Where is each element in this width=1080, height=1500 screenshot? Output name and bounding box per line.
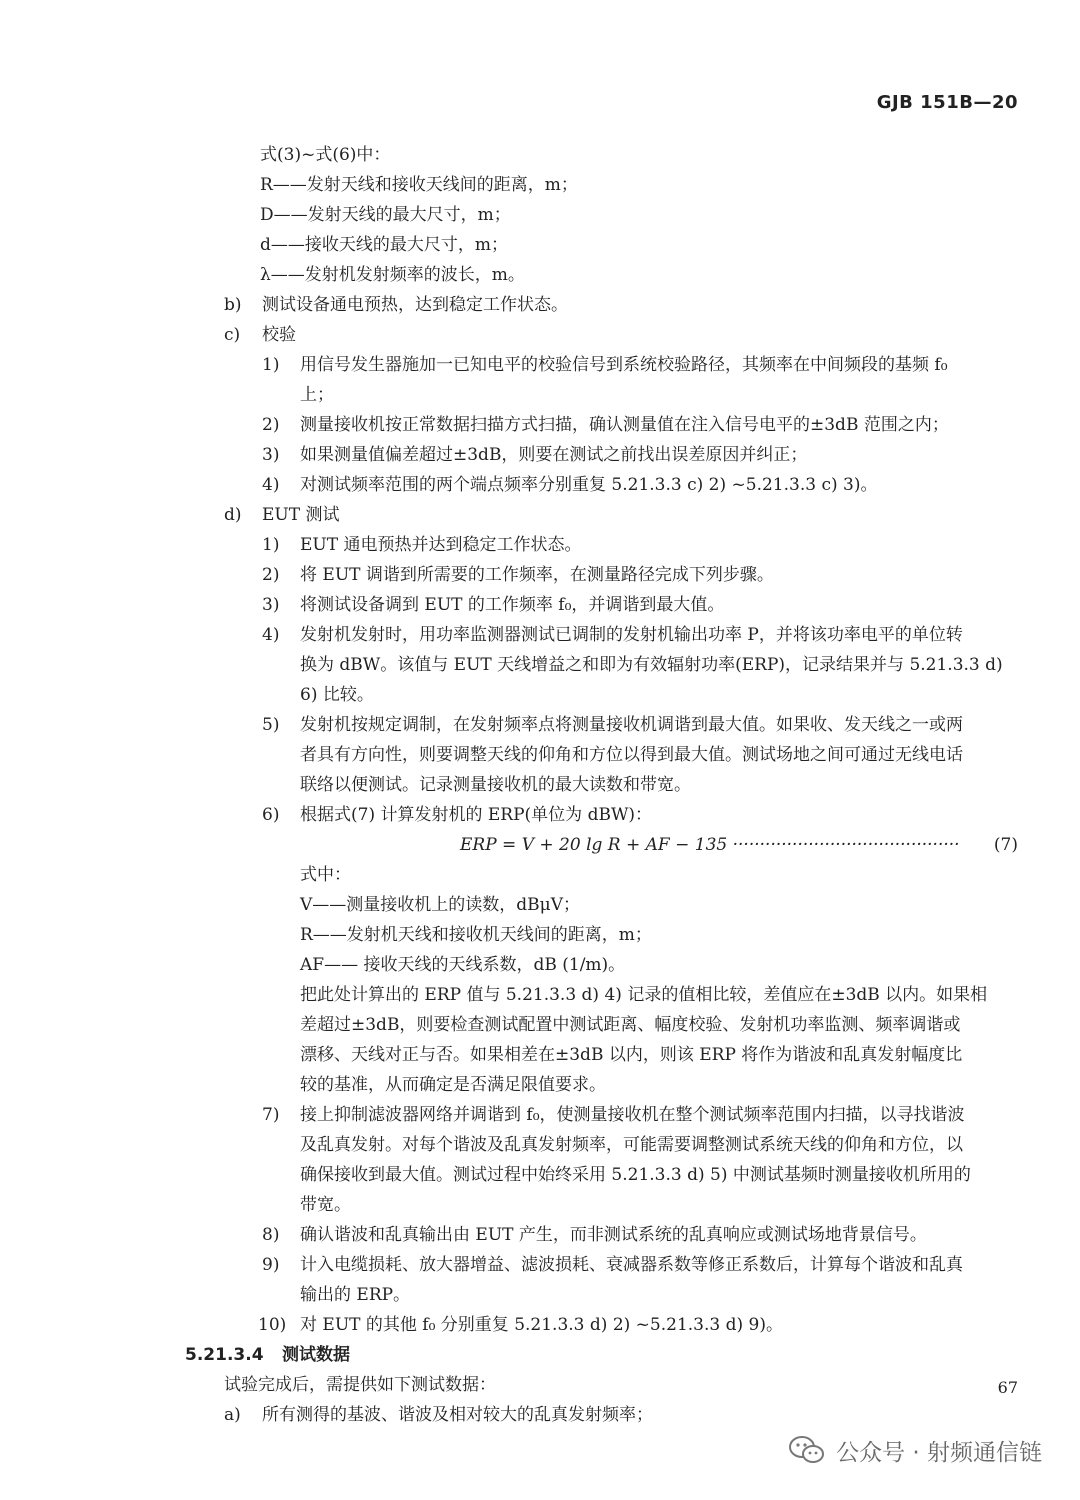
- text-line: [0, 1100, 1080, 1130]
- text-line: [0, 260, 1080, 290]
- text-line: [0, 860, 1080, 890]
- list-marker: a): [224, 1405, 241, 1425]
- line-text: 对测试频率范围的两个端点频率分别重复 5.21.3.3 c) 2) ~5.21.3.3 c) 3)。: [300, 475, 878, 495]
- text-line: [0, 200, 1080, 230]
- line-text: 测试数据: [282, 1345, 350, 1365]
- equation-number: (7): [993, 835, 1018, 855]
- list-marker: 7): [262, 1105, 280, 1125]
- page-body: [0, 140, 1080, 1430]
- list-marker: 2): [262, 565, 280, 585]
- text-line: [0, 980, 1080, 1010]
- line-text: 较的基准，从而确定是否满足限值要求。: [300, 1075, 606, 1095]
- line-text: 确认谐波和乱真输出由 EUT 产生，而非测试系统的乱真响应或测试场地背景信号。: [300, 1225, 927, 1245]
- text-line: [0, 1220, 1080, 1250]
- document-id: GJB 151B—20: [876, 92, 1018, 113]
- text-line: [0, 740, 1080, 770]
- text-line: [0, 1130, 1080, 1160]
- line-text: 发射机发射时，用功率监测器测试已调制的发射机输出功率 P，并将该功率电平的单位转: [300, 625, 963, 645]
- text-line: [0, 620, 1080, 650]
- list-marker: d): [224, 505, 242, 525]
- list-marker: 1): [262, 535, 280, 555]
- line-text: λ——发射机发射频率的波长，m。: [260, 265, 525, 285]
- text-line: [0, 710, 1080, 740]
- text-line: [0, 1310, 1080, 1340]
- text-line: [0, 1040, 1080, 1070]
- line-text: 差超过±3dB，则要检查测试配置中测试距离、幅度校验、发射机功率监测、频率调谐或: [300, 1015, 961, 1035]
- text-line: [0, 920, 1080, 950]
- text-line: [0, 1280, 1080, 1310]
- text-line: [0, 680, 1080, 710]
- text-line: [0, 380, 1080, 410]
- line-text: 式(3)~式(6)中：: [260, 145, 391, 165]
- text-line: [0, 470, 1080, 500]
- line-text: d——接收天线的最大尺寸，m；: [260, 235, 509, 255]
- text-line: [0, 1190, 1080, 1220]
- list-marker: 10): [258, 1315, 287, 1335]
- list-marker: b): [224, 295, 242, 315]
- text-line: [0, 350, 1080, 380]
- line-text: 将 EUT 调谐到所需要的工作频率，在测量路径完成下列步骤。: [300, 565, 774, 585]
- text-line: [0, 560, 1080, 590]
- line-text: 如果测量值偏差超过±3dB，则要在测试之前找出误差原因并纠正；: [300, 445, 808, 465]
- line-text: 对 EUT 的其他 f₀ 分别重复 5.21.3.3 d) 2) ~5.21.3.3 d) 9)。: [300, 1315, 783, 1335]
- text-line: [0, 1370, 1080, 1400]
- line-text: 6) 比较。: [300, 685, 374, 705]
- text-line: [0, 1010, 1080, 1040]
- text-line: [0, 800, 1080, 830]
- equation-formula: ERP = V + 20 lg R + AF − 135 ··········································: [460, 835, 960, 855]
- line-text: 联络以便测试。记录测量接收机的最大读数和带宽。: [300, 775, 691, 795]
- line-text: 计入电缆损耗、放大器增益、滤波损耗、衰减器系数等修正系数后，计算每个谐波和乱真: [300, 1255, 963, 1275]
- list-marker: 3): [262, 595, 280, 615]
- list-marker: 1): [262, 355, 280, 375]
- line-text: 带宽。: [300, 1195, 351, 1215]
- line-text: 漂移、天线对正与否。如果相差在±3dB 以内，则该 ERP 将作为谐波和乱真发射幅度比: [300, 1045, 963, 1065]
- line-text: EUT 测试: [262, 505, 340, 525]
- line-text: 测试设备通电预热，达到稳定工作状态。: [262, 295, 568, 315]
- line-text: 用信号发生器施加一已知电平的校验信号到系统校验路径，其频率在中间频段的基频 f₀: [300, 355, 948, 375]
- text-line: [0, 230, 1080, 260]
- text-line: [0, 320, 1080, 350]
- line-text: 所有测得的基波、谐波及相对较大的乱真发射频率；: [262, 1405, 653, 1425]
- text-line: [0, 290, 1080, 320]
- text-line: [0, 1400, 1080, 1430]
- page-number: 67: [997, 1378, 1018, 1397]
- text-line: [0, 770, 1080, 800]
- text-line: [0, 1160, 1080, 1190]
- text-line: [0, 140, 1080, 170]
- text-line: [0, 500, 1080, 530]
- line-text: EUT 通电预热并达到稳定工作状态。: [300, 535, 582, 555]
- section-heading: [0, 1340, 1080, 1370]
- wechat-icon: [788, 1435, 826, 1465]
- text-line: [0, 410, 1080, 440]
- line-text: 输出的 ERP。: [300, 1285, 411, 1305]
- line-text: 式中：: [300, 865, 351, 885]
- text-line: [0, 1250, 1080, 1280]
- line-text: 根据式(7) 计算发射机的 ERP(单位为 dBW)：: [300, 805, 653, 825]
- line-text: D——发射天线的最大尺寸，m；: [260, 205, 511, 225]
- line-text: 校验: [262, 325, 296, 345]
- list-marker: 9): [262, 1255, 280, 1275]
- line-text: 把此处计算出的 ERP 值与 5.21.3.3 d) 4) 记录的值相比较，差值应在±3dB 以内。如果相: [300, 985, 988, 1005]
- text-line: [0, 590, 1080, 620]
- list-marker: c): [224, 325, 241, 345]
- equation-7: [0, 830, 1080, 860]
- line-text: V——测量接收机上的读数，dBμV；: [300, 895, 580, 915]
- watermark: [788, 1430, 1042, 1470]
- watermark-text: 公众号 · 射频通信链: [836, 1439, 1042, 1466]
- text-line: [0, 440, 1080, 470]
- line-text: 者具有方向性，则要调整天线的仰角和方位以得到最大值。测试场地之间可通过无线电话: [300, 745, 963, 765]
- list-marker: 5): [262, 715, 280, 735]
- list-marker: 8): [262, 1225, 280, 1245]
- line-text: 换为 dBW。该值与 EUT 天线增益之和即为有效辐射功率(ERP)，记录结果并与 5.21.3.3 d): [300, 655, 1003, 675]
- list-marker: 4): [262, 475, 280, 495]
- line-text: 试验完成后，需提供如下测试数据：: [224, 1375, 496, 1395]
- list-marker: 3): [262, 445, 280, 465]
- text-line: [0, 890, 1080, 920]
- line-text: 测量接收机按正常数据扫描方式扫描，确认测量值在注入信号电平的±3dB 范围之内；: [300, 415, 949, 435]
- text-line: [0, 1070, 1080, 1100]
- line-text: R——发射机天线和接收机天线间的距离，m；: [300, 925, 652, 945]
- line-text: 确保接收到最大值。测试过程中始终采用 5.21.3.3 d) 5) 中测试基频时测量接收机所用的: [300, 1165, 971, 1185]
- list-marker: 6): [262, 805, 280, 825]
- line-text: 将测试设备调到 EUT 的工作频率 f₀，并调谐到最大值。: [300, 595, 725, 615]
- line-text: 及乱真发射。对每个谐波及乱真发射频率，可能需要调整测试系统天线的仰角和方位，以: [300, 1135, 963, 1155]
- text-line: [0, 650, 1080, 680]
- line-text: 接上抑制滤波器网络并调谐到 f₀，使测量接收机在整个测试频率范围内扫描，以寻找谐波: [300, 1105, 965, 1125]
- line-text: 上；: [300, 385, 334, 405]
- list-marker: 5.21.3.4: [185, 1345, 264, 1365]
- line-text: 发射机按规定调制，在发射频率点将测量接收机调谐到最大值。如果收、发天线之一或两: [300, 715, 963, 735]
- text-line: [0, 530, 1080, 560]
- line-text: R——发射天线和接收天线间的距离，m；: [260, 175, 578, 195]
- list-marker: 2): [262, 415, 280, 435]
- line-text: AF—— 接收天线的天线系数，dB (1/m)。: [300, 955, 626, 975]
- text-line: [0, 950, 1080, 980]
- text-line: [0, 170, 1080, 200]
- list-marker: 4): [262, 625, 280, 645]
